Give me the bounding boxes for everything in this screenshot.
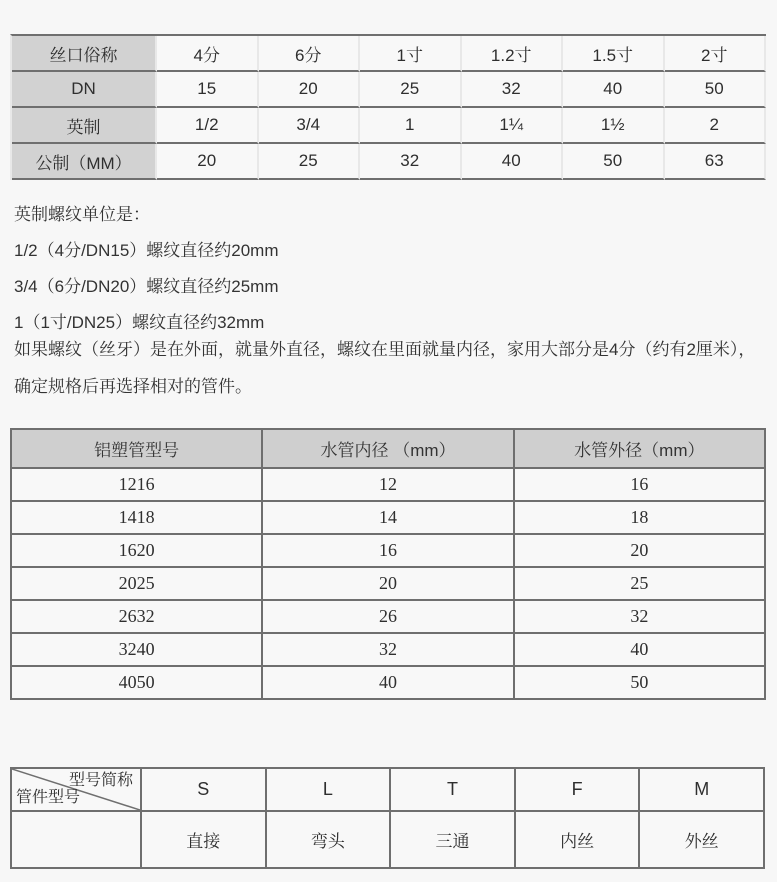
name-cell: 内丝	[515, 811, 640, 868]
column-header: 水管内径 （mm）	[262, 429, 513, 468]
cell: 1½	[563, 108, 665, 144]
notes-block	[14, 197, 762, 405]
cell: 18	[514, 501, 765, 534]
pipe-size-table	[10, 428, 766, 700]
cell: 20	[514, 534, 765, 567]
notes-line: 3/4（6分/DN20）螺纹直径约25mm	[14, 277, 279, 296]
cell: 26	[262, 600, 513, 633]
cell: 20	[262, 567, 513, 600]
name-cell: 直接	[141, 811, 266, 868]
notes-title: 英制螺纹单位是：	[14, 205, 150, 224]
cell: 25	[259, 144, 361, 180]
cell: 2	[665, 108, 767, 144]
cell: 2025	[11, 567, 262, 600]
cell: 40	[262, 666, 513, 699]
cell: 15	[157, 72, 259, 108]
cell: 50	[514, 666, 765, 699]
cell: 16	[514, 468, 765, 501]
cell: 16	[262, 534, 513, 567]
table-row	[12, 144, 766, 180]
table-header-row	[11, 429, 765, 468]
cell: 50	[563, 144, 665, 180]
cell: 12	[262, 468, 513, 501]
code-cell: T	[390, 768, 515, 811]
notes-line: 1（1寸/DN25）螺纹直径约32mm	[14, 313, 265, 332]
cell: 25	[514, 567, 765, 600]
code-cell: L	[266, 768, 391, 811]
cell: 32	[462, 72, 564, 108]
cell: 6分	[259, 36, 361, 72]
cell: 1	[360, 108, 462, 144]
fitting-code-table	[10, 767, 765, 869]
code-cell: F	[515, 768, 640, 811]
cell: 1寸	[360, 36, 462, 72]
notes-paragraph: 如果螺纹（丝牙）是在外面，就量外直径，螺纹在里面就量内径，家用大部分是4分（约有2厘米），确定规格后再选择相对的管件。	[14, 340, 756, 396]
cell: 3/4	[259, 108, 361, 144]
cell: 20	[259, 72, 361, 108]
cell: 1/2	[157, 108, 259, 144]
cell: 25	[360, 72, 462, 108]
table-header-row	[11, 768, 764, 811]
cell: 2632	[11, 600, 262, 633]
row-label: 英制	[12, 108, 157, 144]
cell: 40	[563, 72, 665, 108]
table-row	[11, 600, 765, 633]
table-row	[11, 633, 765, 666]
name-cell: 三通	[390, 811, 515, 868]
row-label: DN	[12, 72, 157, 108]
cell: 50	[665, 72, 767, 108]
cell: 4分	[157, 36, 259, 72]
table-row	[12, 108, 766, 144]
cell: 1216	[11, 468, 262, 501]
table-row	[11, 501, 765, 534]
diagonal-label-bottom: 管件型号	[16, 789, 81, 806]
table-row	[11, 567, 765, 600]
code-cell: S	[141, 768, 266, 811]
cell: 4050	[11, 666, 262, 699]
cell: 32	[262, 633, 513, 666]
name-cell: 外丝	[639, 811, 764, 868]
cell: 32	[360, 144, 462, 180]
row-label: 公制（MM）	[12, 144, 157, 180]
cell: 1620	[11, 534, 262, 567]
cell: 1418	[11, 501, 262, 534]
table-row	[11, 534, 765, 567]
cell: 63	[665, 144, 767, 180]
cell: 40	[514, 633, 765, 666]
column-header: 铝塑管型号	[11, 429, 262, 468]
thread-size-table	[10, 34, 766, 180]
notes-line: 1/2（4分/DN15）螺纹直径约20mm	[14, 241, 279, 260]
cell: 1¼	[462, 108, 564, 144]
cell: 3240	[11, 633, 262, 666]
diagonal-header-cell	[11, 768, 141, 811]
cell: 2寸	[665, 36, 767, 72]
table-row	[11, 666, 765, 699]
row-label: 丝口俗称	[12, 36, 157, 72]
cell: 1.2寸	[462, 36, 564, 72]
cell: 1.5寸	[563, 36, 665, 72]
table-row	[12, 36, 766, 72]
table-row	[11, 811, 764, 868]
code-cell: M	[639, 768, 764, 811]
empty-cell	[11, 811, 141, 868]
cell: 20	[157, 144, 259, 180]
diagonal-label-top: 型号简称	[68, 772, 133, 789]
table-row	[11, 468, 765, 501]
table-row	[12, 72, 766, 108]
name-cell: 弯头	[266, 811, 391, 868]
cell: 14	[262, 501, 513, 534]
column-header: 水管外径（mm）	[514, 429, 765, 468]
cell: 32	[514, 600, 765, 633]
cell: 40	[462, 144, 564, 180]
